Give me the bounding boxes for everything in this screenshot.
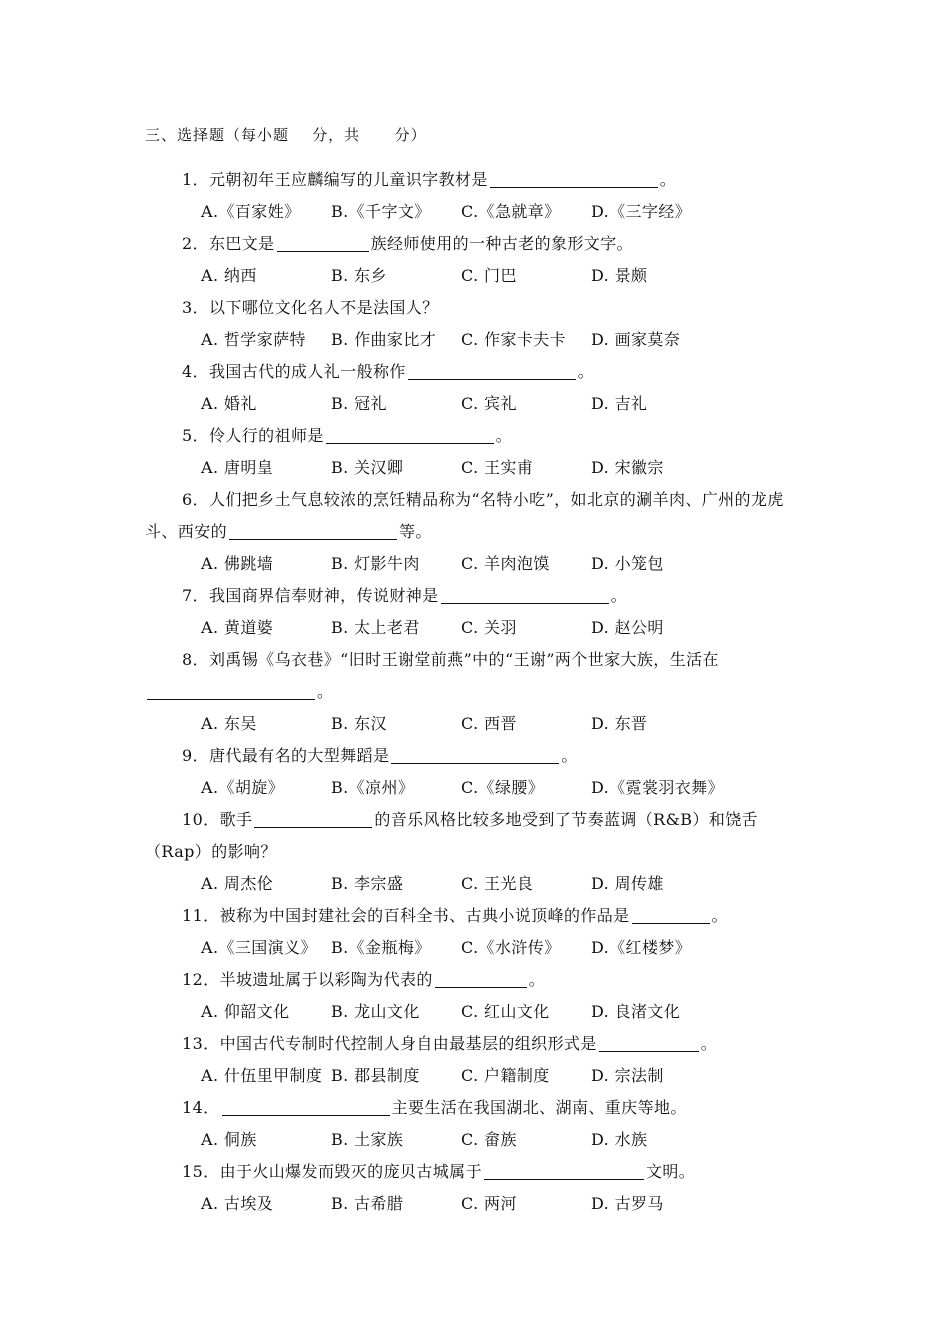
option-b[interactable]: B. 郡县制度 <box>331 1066 420 1085</box>
question-8 <box>145 644 815 740</box>
question-number: 1． <box>182 170 209 189</box>
question-text-tail: 的音乐风格比较多地受到了节奏蓝调（R&B）和饶舌（Rap）的影响？ <box>145 810 759 861</box>
option-d[interactable]: D. 周传雄 <box>591 874 664 893</box>
option-row <box>145 772 815 804</box>
question-text: 半坡遗址属于以彩陶为代表的 <box>219 970 433 989</box>
question-stem <box>145 804 815 868</box>
question-text-tail: 等。 <box>399 522 432 541</box>
question-text-tail: 。 <box>659 170 677 189</box>
question-text-tail: 。 <box>528 970 546 989</box>
option-c[interactable]: C.《水浒传》 <box>461 938 561 957</box>
option-a[interactable]: A. 周杰伦 <box>201 874 274 893</box>
answer-blank[interactable] <box>229 519 397 540</box>
option-a[interactable]: A. 什伍里甲制度 <box>201 1066 323 1085</box>
option-c[interactable]: C.《急就章》 <box>461 202 561 221</box>
option-row <box>145 708 815 740</box>
question-12 <box>145 964 815 1028</box>
option-a[interactable]: A. 佛跳墙 <box>201 554 274 573</box>
question-stem <box>145 292 815 324</box>
answer-blank[interactable] <box>599 1031 699 1052</box>
question-9 <box>145 740 815 804</box>
answer-blank[interactable] <box>632 903 710 924</box>
question-1 <box>145 164 815 228</box>
question-text: 中国古代专制时代控制人身自由最基层的组织形式是 <box>219 1034 597 1053</box>
question-5 <box>145 420 815 484</box>
option-c[interactable]: C. 畲族 <box>461 1130 517 1149</box>
question-stem <box>145 1028 815 1060</box>
question-15 <box>145 1156 815 1220</box>
question-number: 6． <box>182 490 209 509</box>
question-text-tail: 。 <box>561 746 578 765</box>
answer-blank[interactable] <box>222 1095 390 1116</box>
question-13 <box>145 1028 815 1092</box>
option-c[interactable]: C. 王实甫 <box>461 458 534 477</box>
question-number: 9． <box>182 746 209 765</box>
option-a[interactable]: A.《三国演义》 <box>201 938 317 957</box>
question-stem <box>145 228 815 260</box>
option-c[interactable]: C. 西晋 <box>461 714 517 733</box>
question-text-tail: 文明。 <box>645 1162 696 1181</box>
question-stem <box>145 740 815 772</box>
question-text: 刘禹锡《乌衣巷》“旧时王谢堂前燕”中的“王谢”两个世家大族，生活在 <box>208 650 719 669</box>
option-d[interactable]: D. 宋徽宗 <box>591 458 664 477</box>
answer-blank[interactable] <box>277 231 369 252</box>
answer-blank[interactable] <box>435 967 527 988</box>
question-10 <box>145 804 815 900</box>
question-text-tail: 。 <box>700 1034 718 1053</box>
option-b[interactable]: B. 作曲家比才 <box>331 330 437 349</box>
question-stem <box>145 1092 815 1124</box>
question-text-tail: 族经师使用的一种古老的象形文字。 <box>370 234 633 253</box>
question-stem <box>145 420 815 452</box>
answer-blank[interactable] <box>147 679 315 700</box>
question-list <box>145 164 815 1220</box>
question-number: 4． <box>182 362 209 381</box>
option-c[interactable]: C.《绿腰》 <box>461 778 545 797</box>
option-row <box>145 612 815 644</box>
question-text: 伶人行的祖师是 <box>208 426 324 445</box>
question-stem <box>145 964 815 996</box>
question-text-tail: 。 <box>610 586 627 605</box>
section-title: 三、选择题（每小题 分，共 分） <box>145 126 427 144</box>
question-stem <box>145 644 815 708</box>
option-b[interactable]: B.《千字文》 <box>331 202 431 221</box>
answer-blank[interactable] <box>484 1159 644 1180</box>
option-row <box>145 932 815 964</box>
option-row <box>145 1060 815 1092</box>
question-11 <box>145 900 815 964</box>
option-a[interactable]: A. 纳西 <box>201 266 257 285</box>
option-b[interactable]: B.《凉州》 <box>331 778 415 797</box>
question-stem <box>145 580 815 612</box>
question-number: 7． <box>182 586 209 605</box>
option-b[interactable]: B. 龙山文化 <box>331 1002 420 1021</box>
option-d[interactable]: D. 吉礼 <box>591 394 648 413</box>
option-a[interactable]: A. 古埃及 <box>201 1194 274 1213</box>
question-text: 东巴文是 <box>208 234 275 253</box>
option-d[interactable]: D. 良渚文化 <box>591 1002 681 1021</box>
option-c[interactable]: C. 宾礼 <box>461 394 517 413</box>
question-stem <box>145 356 815 388</box>
question-text: 人们把乡土气息较浓的烹饪精品称为“名特小吃”，如北京的涮羊肉、广州的龙虎斗、西安的 <box>145 490 784 541</box>
question-14 <box>145 1092 815 1156</box>
answer-blank[interactable] <box>408 359 576 380</box>
option-b[interactable]: B. 东乡 <box>331 266 387 285</box>
question-stem <box>145 1156 815 1188</box>
question-7 <box>145 580 815 644</box>
option-b[interactable]: B. 土家族 <box>331 1130 404 1149</box>
option-c[interactable]: C. 王光良 <box>461 874 534 893</box>
option-c[interactable]: C. 羊肉泡馍 <box>461 554 550 573</box>
question-text: 我国商界信奉财神，传说财神是 <box>208 586 439 605</box>
option-a[interactable]: A.《胡旋》 <box>201 778 285 797</box>
option-b[interactable]: B.《金瓶梅》 <box>331 938 431 957</box>
option-a[interactable]: A. 唐明皇 <box>201 458 274 477</box>
option-a[interactable]: A. 黄道婆 <box>201 618 274 637</box>
question-number: 2． <box>182 234 209 253</box>
question-stem <box>145 900 815 932</box>
question-number: 8． <box>182 650 209 669</box>
option-c[interactable]: C. 门巴 <box>461 266 517 285</box>
question-text: 我国古代的成人礼一般称作 <box>208 362 406 381</box>
option-d[interactable]: D. 东晋 <box>591 714 648 733</box>
answer-blank[interactable] <box>254 807 372 828</box>
option-d[interactable]: D. 画家莫奈 <box>591 330 681 349</box>
option-a[interactable]: A. 侗族 <box>201 1130 257 1149</box>
question-number: 12． <box>182 970 220 989</box>
question-number: 3． <box>182 298 209 317</box>
question-number: 14． <box>182 1098 220 1117</box>
option-b[interactable]: B. 李宗盛 <box>331 874 404 893</box>
answer-blank[interactable] <box>441 583 609 604</box>
question-text: 以下哪位文化名人不是法国人？ <box>208 298 439 317</box>
question-number: 10． <box>182 810 220 829</box>
option-d[interactable]: D. 景颇 <box>591 266 648 285</box>
question-3 <box>145 292 815 356</box>
question-text: 由于火山爆发而毁灭的庞贝古城属于 <box>219 1162 482 1181</box>
option-b[interactable]: B. 古希腊 <box>331 1194 404 1213</box>
question-number: 5． <box>182 426 209 445</box>
question-number: 15． <box>182 1162 220 1181</box>
option-b[interactable]: B. 太上老君 <box>331 618 420 637</box>
question-text: 歌手 <box>219 810 253 829</box>
question-text-tail: 。 <box>711 906 728 925</box>
question-number: 13． <box>182 1034 220 1053</box>
option-d[interactable]: D.《红楼梦》 <box>591 938 692 957</box>
option-a[interactable]: A.《百家姓》 <box>201 202 301 221</box>
option-row <box>145 452 815 484</box>
option-c[interactable]: C. 红山文化 <box>461 1002 550 1021</box>
option-a[interactable]: A. 仰韶文化 <box>201 1002 290 1021</box>
option-b[interactable]: B. 冠礼 <box>331 394 387 413</box>
question-text-tail: 主要生活在我国湖北、湖南、重庆等地。 <box>391 1098 687 1117</box>
question-text-tail: 。 <box>317 682 334 701</box>
answer-blank[interactable] <box>391 743 559 764</box>
question-number: 11． <box>182 906 220 925</box>
option-a[interactable]: A. 东吴 <box>201 714 257 733</box>
option-row <box>145 260 815 292</box>
option-a[interactable]: A. 婚礼 <box>201 394 257 413</box>
question-stem <box>145 484 815 548</box>
option-row <box>145 196 815 228</box>
option-row <box>145 324 815 356</box>
question-stem <box>145 164 815 196</box>
option-row <box>145 548 815 580</box>
option-b[interactable]: B. 东汉 <box>331 714 387 733</box>
option-row <box>145 1188 815 1220</box>
option-row <box>145 868 815 900</box>
option-d[interactable]: D. 宗法制 <box>591 1066 664 1085</box>
option-b[interactable]: B. 关汉卿 <box>331 458 404 477</box>
question-text: 元朝初年王应麟编写的儿童识字教材是 <box>208 170 488 189</box>
question-text: 唐代最有名的大型舞蹈是 <box>208 746 390 765</box>
answer-blank[interactable] <box>490 167 658 188</box>
option-d[interactable]: D.《三字经》 <box>591 202 692 221</box>
option-d[interactable]: D. 小笼包 <box>591 554 664 573</box>
option-row <box>145 1124 815 1156</box>
option-d[interactable]: D. 水族 <box>591 1130 648 1149</box>
option-d[interactable]: D.《霓裳羽衣舞》 <box>591 778 724 797</box>
question-2 <box>145 228 815 292</box>
answer-blank[interactable] <box>326 423 494 444</box>
option-a[interactable]: A. 哲学家萨特 <box>201 330 306 349</box>
option-row <box>145 996 815 1028</box>
question-text-tail: 。 <box>577 362 595 381</box>
question-text: 被称为中国封建社会的百科全书、古典小说顶峰的作品是 <box>219 906 630 925</box>
question-text-tail: 。 <box>495 426 513 445</box>
question-4 <box>145 356 815 420</box>
option-c[interactable]: C. 户籍制度 <box>461 1066 550 1085</box>
option-b[interactable]: B. 灯影牛肉 <box>331 554 420 573</box>
option-c[interactable]: C. 关羽 <box>461 618 517 637</box>
question-6 <box>145 484 815 580</box>
option-d[interactable]: D. 古罗马 <box>591 1194 664 1213</box>
option-c[interactable]: C. 两河 <box>461 1194 517 1213</box>
option-d[interactable]: D. 赵公明 <box>591 618 664 637</box>
option-row <box>145 388 815 420</box>
option-c[interactable]: C. 作家卡夫卡 <box>461 330 567 349</box>
